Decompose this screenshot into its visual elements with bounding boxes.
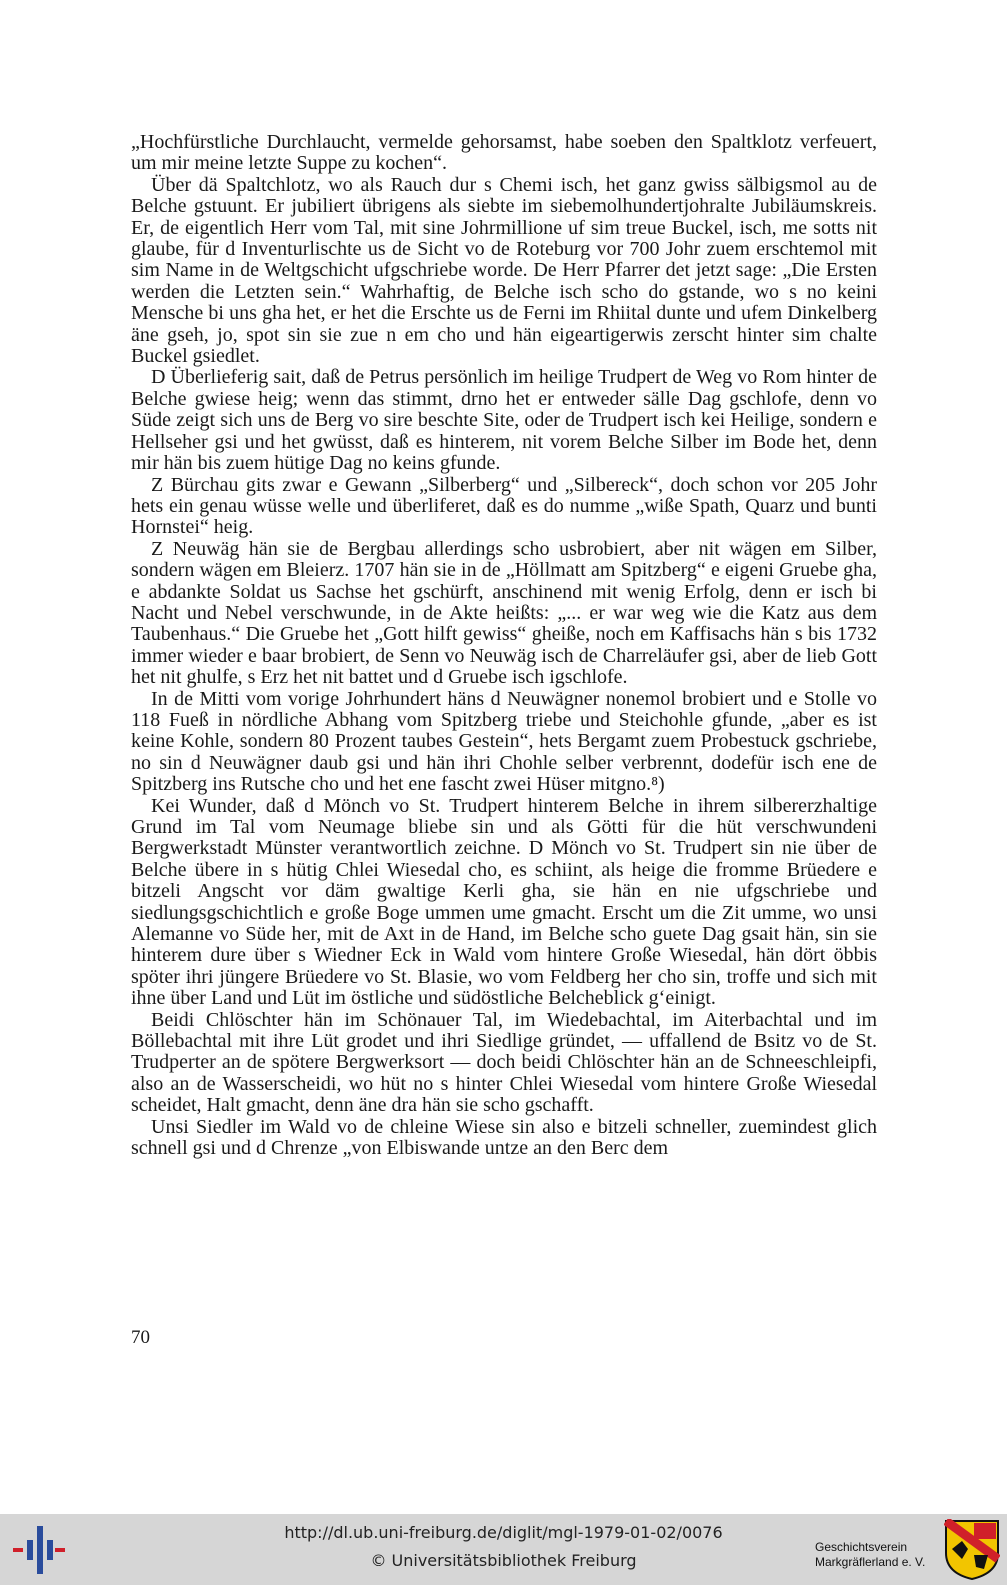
document-url-link[interactable]: http://dl.ub.uni-freiburg.de/diglit/mgl-1979-01-02/0076 <box>284 1523 723 1542</box>
paragraph: Z Bürchau gits zwar e Gewann „Silberberg“ und „Silbereck“, doch schon vor 205 Johr hets ein genau wüsse welle und überliferet, daß es do numme „wiße Spath, Quarz und bunti Hornstei“ heig. <box>131 473 877 539</box>
society-name-line2: Markgräflerland e. V. <box>815 1555 926 1569</box>
paragraph: „Hochfürstliche Durchlaucht, vermelde gehorsamst, habe soeben den Spaltklotz verfeuert, um mir meine letzte Suppe zu kochen“. <box>131 131 877 175</box>
paragraph: Unsi Siedler im Wald vo de chleine Wiese sin also e bitzeli schneller, zuemindest glich schnell gsi und d Chrenze „von Elbiswande untze an den Berc dem <box>131 1115 877 1160</box>
paragraph: D Überlieferig sait, daß de Petrus persönlich im heilige Trudpert de Weg vo Rom hinter de Belche gwiese heig; wenn das stimmt, drno het er entweder sälle Dag gschlofe, denn vo Süde zeigt sich uns de Berg vo sire beschte Site, oder de Trudpert isch kei Heilige, sondern e Hellseher gsi und het gwüsst, daß es hinterem, nit vorem Belche Silber im Bode het, denn mir hän bis zuem hütige Dag no keins gfunde. <box>131 366 877 475</box>
page-number: 70 <box>131 1327 150 1348</box>
paragraph: Über dä Spaltchlotz, wo als Rauch dur s Chemi isch, het ganz gwiss sälbigsmol au de Belche gstuunt. Er jubiliert übrigens als siebte im siebemolhundertjohralte Jubiläumskreis. Er, de eigentlich Herr vom Tal, mit sine Johrmillione uf sim treue Buckel, isch, me sotts nit glaube, für d Inventurlischte us de Sicht vo de Roteburg vor 700 Johr zuem erschtemol mit sim Name in de Weltgschicht ufgschriebe worde. De Herr Pfarrer det jetzt sage: „Die Ersten werden die Letzten sein.“ Wahrhaftig, de Belche isch scho do gstande, wo s no keini Mensche bi uns gha het, er het die Erschte us de Ferni im Rhiital dunte und ufem Dinkelberg äne gseh, jo, spot sin sie zue n em cho und hän eigeartigerwis zerscht hinter sim chalte Buckel gsiedlet. <box>131 173 877 368</box>
footer-bar <box>0 1514 1007 1585</box>
paragraph: Kei Wunder, daß d Mönch vo St. Trudpert hinterem Belche in ihrem silbererzhaltige Grund im Tal vom Neumage bliebe sin und als Götti für die hüt verschwundeni Bergwerkstadt Münster verantwortlich zeichne. D Mönch vo St. Trudpert sin nie über de Belche übere in s hütig Chlei Wiesedal cho, es schiint, als heige die fromme Brüedere e bitzeli Angscht vor däm gwaltige Kerli gha, sie hän en nie ufgschriebe und siedlungsgschichtlich e großе Boge ummen ume gmacht. Erscht um die Zit umme, wo unsi Alemanne vo Süde her, mit de Axt in de Hand, im Belche scho guete Dag gsait hän, sin sie hinterem dure über s Wiedner Eck in Wald vom hintere Große Wiesedal, hän dört öbbis spöter ihri jüngere Brüedere vo St. Blasie, wo vom Feldberg her cho sin, troffe und sich mit ihne über Land und Lüt im östliche und südöstliche Belcheblick g‘einigt. <box>131 794 877 1010</box>
society-name-line1: Geschichtsverein <box>815 1540 908 1554</box>
paragraph: Z Neuwäg hän sie de Bergbau allerdings scho usbrobiert, aber nit wägen em Silber, sondern wägen em Bleierz. 1707 hän sie in de „Höllmatt am Spitzberg“ e eigeni Gruebe gha, e abdankte Soldat us Sachse het gschürft, anschinend mit wenig Erfolg, denn er isch bi Nacht und Nebel verschwunde, in de Akte heißts: „... er war weg wie die Katz aus dem Taubenhaus.“ Die Gruebe het „Gott hilft gewiss“ gheiße, noch em Kaffisachs hän s bis 1732 immer wieder e baar brobiert, de Senn vo Neuwäg isch de Charreläufer gsi, aber de lieb Gott het nit ghulfe, s Erz het nit battet und d Gruebe isch igschlofe. <box>131 537 877 689</box>
copyright-text: © Universitätsbibliothek Freiburg <box>370 1551 637 1570</box>
paragraph: Beidi Chlöschter hän im Schönauer Tal, im Wiedebachtal, im Aiterbachtal und im Böllebachtal mit ihre Lüt grodet und ihri Siedlige gründet, — uffallend de Bsitz vo de St. Trudperter an de spötere Bergwerksort — doch beidi Chlöschter hän an de Schneeschleipfi, also an de Wasserscheidi, wo hüt no s hinter Chlei Wiesedal vom hintere Große Wiesedal scheidet, Halt gmacht, denn äne dra hän sie scho gschafft. <box>131 1008 877 1117</box>
paragraph: In de Mitti vom vorige Johrhundert häns d Neuwägner nonemol brobiert und e Stolle vo 118 Fueß in nördliche Abhang vom Spitzberg triebe und Steichohle gfunde, „aber es ist keine Kohle, sondern 80 Prozent taubes Gestein“, hets Bergamt zuem Probestuck gschriebe, no sin d Neuwägner daub gsi und hän ihri Chohle selber verbrennt, dodefür isch ene de Spitzberg ins Rutsche cho und het ene fascht zwei Hüser mitgno.⁸) <box>131 687 877 796</box>
coat-of-arms-icon <box>944 1519 1000 1581</box>
society-name <box>815 1540 925 1570</box>
page-body-text <box>131 132 877 1160</box>
